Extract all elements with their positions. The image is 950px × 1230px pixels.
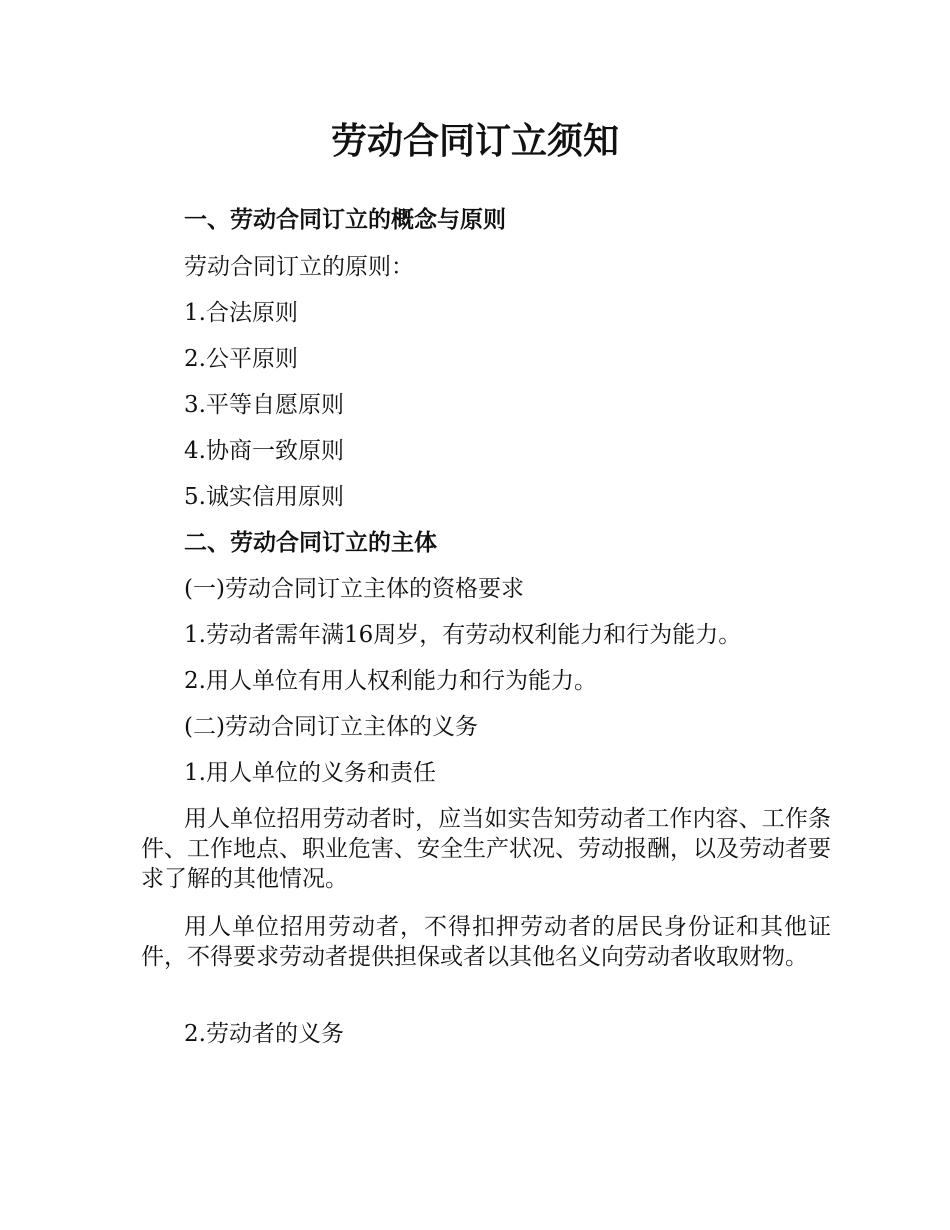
principle-item-3: 3.平等自愿原则: [184, 392, 344, 418]
qualification-item-2: 2.用人单位有用人权利能力和行为能力。: [184, 668, 597, 694]
principle-item-5: 5.诚实信用原则: [184, 484, 344, 510]
document-title: 劳动合同订立须知: [330, 121, 619, 162]
principle-item-4: 4.协商一致原则: [184, 438, 344, 464]
section-1-heading: 一、劳动合同订立的概念与原则: [184, 207, 506, 233]
section-1-intro: 劳动合同订立的原则：: [184, 254, 414, 280]
qualification-item-1: 1.劳动者需年满16周岁，有劳动权利能力和行为能力。: [184, 622, 742, 648]
subsection-2-heading: (二)劳动合同订立主体的义务: [184, 714, 478, 740]
employer-duty-paragraph-2: 用人单位招用劳动者，不得扣押劳动者的居民身份证和其他证件，不得要求劳动者提供担保或者以其他名义向劳动者收取财物。: [141, 914, 831, 970]
employee-duty-heading: 2.劳动者的义务: [184, 1021, 344, 1047]
principle-item-1: 1.合法原则: [184, 300, 298, 326]
employer-duty-heading: 1.用人单位的义务和责任: [184, 760, 436, 786]
employer-duty-paragraph-1: 用人单位招用劳动者时，应当如实告知劳动者工作内容、工作条件、工作地点、职业危害、安全生产状况、劳动报酬，以及劳动者要求了解的其他情况。: [141, 806, 831, 892]
subsection-1-heading: (一)劳动合同订立主体的资格要求: [184, 576, 524, 602]
principle-item-2: 2.公平原则: [184, 346, 298, 372]
section-2-heading: 二、劳动合同订立的主体: [184, 530, 437, 556]
